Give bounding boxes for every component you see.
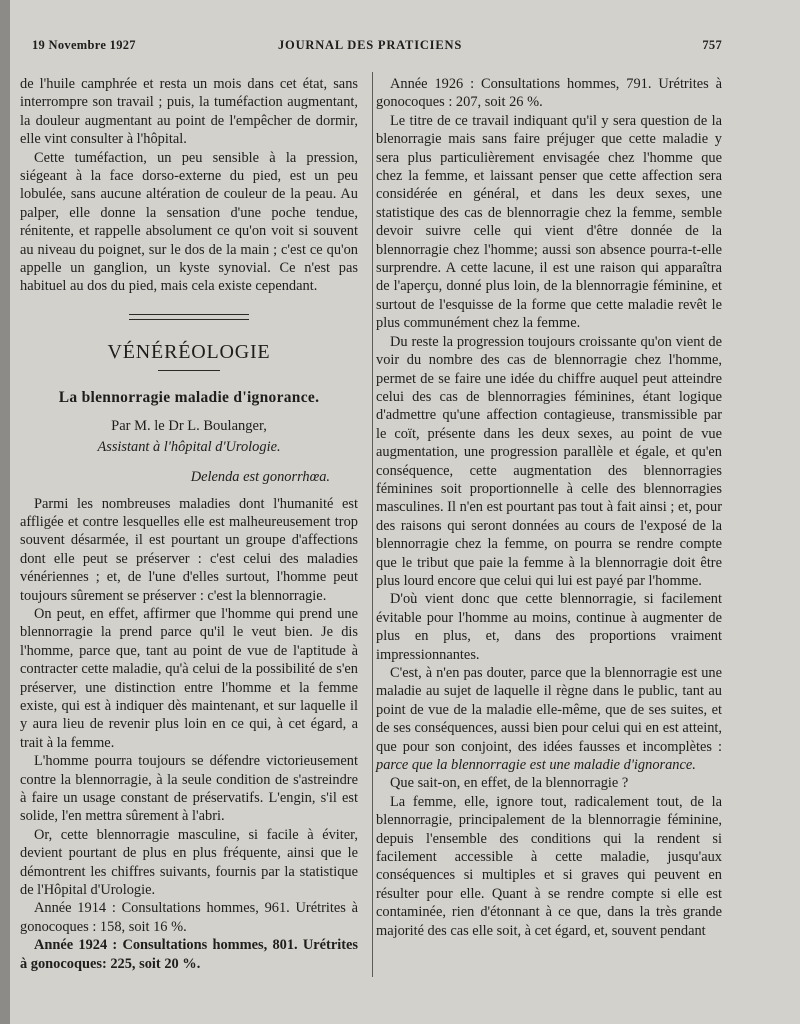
epigraph: Delenda est gonorrhœa. xyxy=(190,469,330,486)
paragraph: Du reste la progression toujours croissante qu'on vient de voir du nombre des cas de blennorragie chez l'homme, permet de se faire une idée du chiffre auquel peut atteindre celui des cas de blennorragies féminines, étant logique d'admettre qu'une affection contagieuse, transmissible par le coït, présente dans les deux sexes, au point de vue augmentation, une progression parallèle et égale, et qu'en conséquence, cette augmentation des blennorragies féminines soit proportionnelle à celle des blennorragies masculines. Il n'en est pourtant pas tout à fait ainsi ; et, pour des raisons qui seront données au cours de l'exposé de la blennorragie chez la femme, on pourra se rendre compte que le tribut que paie la femme à la blennorragie doit être plus lourd encore que celui qui lui est payé par l'homme. xyxy=(376,333,722,589)
paragraph: Cette tuméfaction, un peu sensible à la pression, siégeant à la face dorso-externe du pied, est un peu lobulée, sans aucune altération de couleur de la peau. Au palper, elle donne la sensation d'une poche tendue, rénitente, et rappelle absolument ce qu'on voit si souvent au niveau du poignet, sur le dos de la main ; c'est ce qu'on appelle un ganglion, un kyste synovial. Ce n'est pas habituel au dos du pied, mais cela existe cependant. xyxy=(20,149,358,295)
running-header xyxy=(32,38,722,58)
section-heading: VÉNÉRÉOLOGIE xyxy=(107,340,271,363)
page-number: 757 xyxy=(702,38,722,52)
statistic-1924: Année 1924 : Consultations hommes, 801. Urétrites à gonocoques: 225, soit 20 %. xyxy=(20,937,358,972)
paragraph xyxy=(376,664,722,774)
paragraph: La femme, elle, ignore tout, radicalement tout, de la blennorragie, principalement de la blennorragie féminine, depuis l'ensemble des conditions qui la rendent si facilement accessible à cette maladie, jusqu'aux conséquences si multiples et si graves qui peuvent en résulter pour elle. Quant à se rendre compte si elle est contaminée, rien d'étonnant à ce que, dans la très grande majorité des cas elle soit, à cet égard, et, souvent pendant xyxy=(376,793,722,939)
section-rule xyxy=(158,370,220,371)
header-date: 19 Novembre 1927 xyxy=(32,38,136,52)
double-rule xyxy=(129,314,249,320)
article-title: La blennorragie maladie d'ignorance. xyxy=(58,388,320,406)
author-byline: Par M. le Dr L. Boulanger, xyxy=(111,418,267,435)
paragraph: On peut, en effet, affirmer que l'homme qui prend une blennorragie la prend parce qu'il le veut bien. Je dis l'homme, parce que, tant au point de vue de l'aptitude à contracter cette maladie, qu'à celui de la possibilité de s'en préserver, une distinction entre l'homme et la femme existe, qui est à indiquer dès maintenant, et sur laquelle il y aura lieu de revenir plus loin en ce qui, à cet égard, a trait à la femme. xyxy=(20,605,358,751)
paragraph: Le titre de ce travail indiquant qu'il y sera question de la blenorragie mais sans faire préjuger que cette maladie y sera plus particulièrement envisagée chez l'homme que chez la femme, et laissant penser que cette affection sera considérée en général, et dans les deux sexes, une statistique des cas de blennorragie chez la femme, semble devoir suivre celle qui vient d'être donnée de la blennorragie chez l'homme; aussi son absence pourra-t-elle surprendre. A cette lacune, il est une raison qui apparaîtra de l'aperçu, donné plus loin, de la blennorragie féminine, et surtout de l'esquisse de la forme que cette maladie revêt le plus communément chez la femme. xyxy=(376,112,722,332)
journal-title: JOURNAL DES PRATICIENS xyxy=(278,38,463,52)
paragraph: Parmi les nombreuses maladies dont l'humanité est affligée et contre lesquelles elle est malheureusement trop souvent désarmée, il est pourtant un groupe d'affections dont elle peut se préserver : c'est celui des maladies vénériennes ; et, de l'une d'elles surtout, l'homme peut toujours sûrement se préserver : c'est la blennorragie. xyxy=(20,495,358,604)
column-divider xyxy=(372,72,373,977)
statistic-1914: Année 1914 : Consultations hommes, 961. Urétrites à gonocoques : 158, soit 16 %. xyxy=(20,900,358,935)
paragraph: Que sait-on, en effet, de la blennorragie ? xyxy=(390,775,629,792)
emphasis-text: parce que la blennorragie est une maladie d'ignorance. xyxy=(376,757,696,774)
paragraph: L'homme pourra toujours se défendre victorieusement contre la blennorragie, à la seule condition de s'astreindre à faire un usage constant de préservatifs. L'engin, s'il est solide, l'en mettra sûrement à l'abri. xyxy=(20,753,358,825)
statistic-1926: Année 1926 : Consultations hommes, 791. Urétrites à gonocoques : 207, soit 26 %. xyxy=(376,76,722,111)
paragraph-text: C'est, à n'en pas douter, parce que la blennorragie est une maladie au sujet de laquelle il règne dans le public, tant au point de vue de la maladie elle-même, que de ses suites, et de ses conséquences, aussi bien pour celui qui en est atteint, que pour son conjoint, des idées fausses et incomplètes : xyxy=(376,665,722,755)
left-column xyxy=(20,75,358,973)
right-column xyxy=(376,75,722,940)
paragraph: de l'huile camphrée et resta un mois dans cet état, sans interrompre son travail ; puis, la tuméfaction augmentant, la douleur augmentant au point de l'empêcher de dormir, elle vint consulter à l'hôpital. xyxy=(20,76,358,148)
author-role: Assistant à l'hôpital d'Urologie. xyxy=(97,438,281,455)
paragraph: D'où vient donc que cette blennorragie, si facilement évitable pour l'homme au moins, continue à augmenter de plus en plus, et, dans des proportions vraiment impressionnantes. xyxy=(376,591,722,663)
paragraph: Or, cette blennorragie masculine, si facile à éviter, devient pourtant de plus en plus fréquente, ainsi que le démontrent les chiffres suivants, fournis par la statistique de l'Hôpital d'Urologie. xyxy=(20,826,358,899)
journal-page xyxy=(10,0,800,1024)
